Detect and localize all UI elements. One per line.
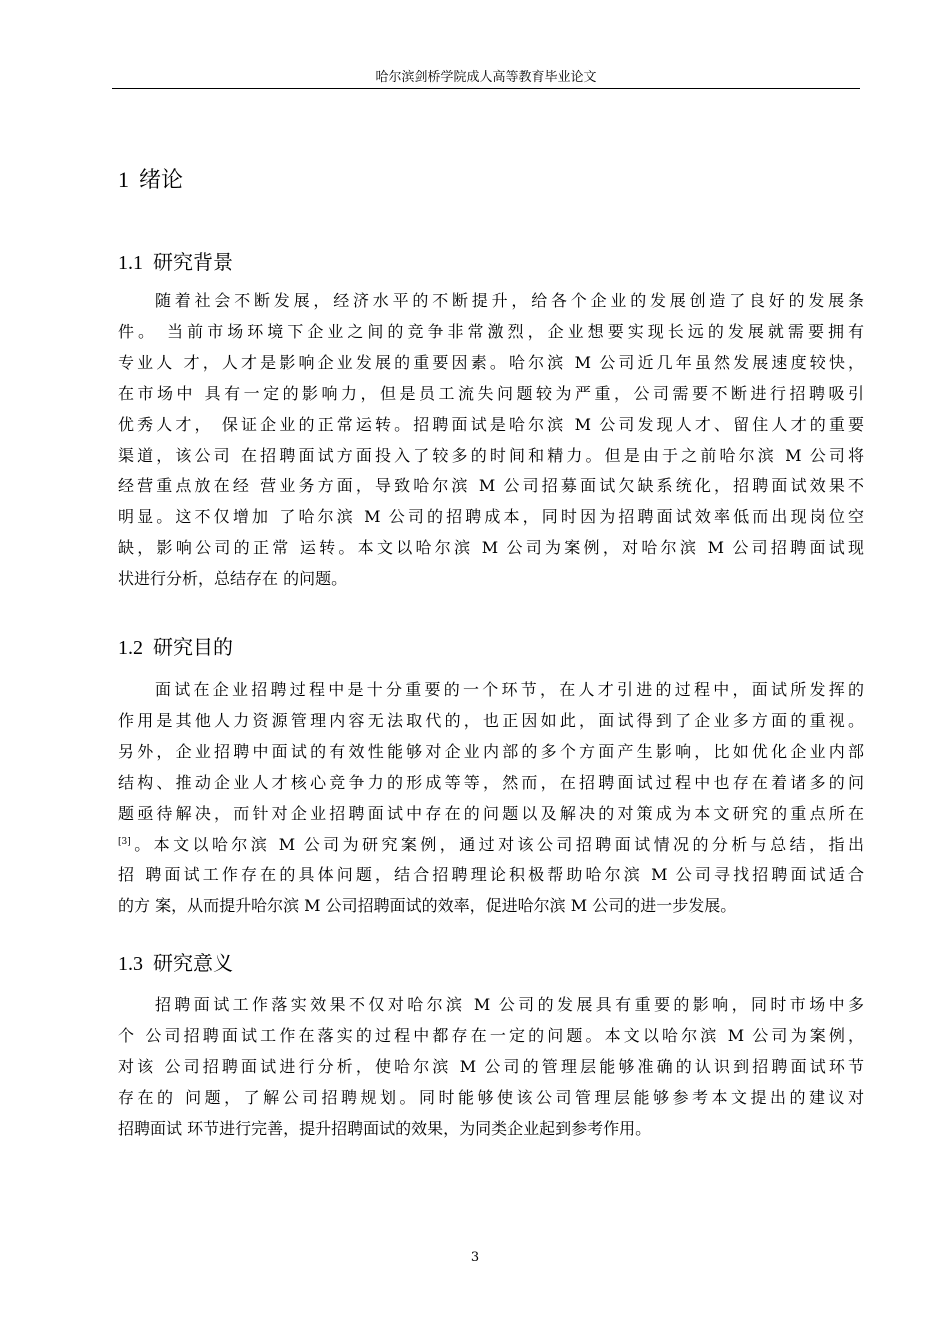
section-title: 研究背景 <box>153 250 233 274</box>
paragraph-line: 招 聘面试工作存在的具体问题，结合招聘理论积极帮助哈尔滨 M 公司寻找招聘面试适合 <box>118 865 864 885</box>
paragraph-line: 题亟待解决，而针对企业招聘面试中存在的问题以及解决的对策成为本文研究的重点所在 <box>118 803 864 823</box>
paragraph-line-text: 。本文以哈尔滨 M 公司为研究案例，通过对该公司招聘面试情况的分析与总结，指出 <box>130 834 864 854</box>
paragraph-line: 缺，影响公司的正常 运转。本文以哈尔滨 M 公司为案例，对哈尔滨 M 公司招聘面试现 <box>118 538 864 558</box>
paragraph-line: 的方 案，从而提升哈尔滨 M 公司招聘面试的效率，促进哈尔滨 M 公司的进一步发展。 <box>118 896 737 916</box>
section-number: 1.1 <box>118 252 143 274</box>
section-number: 1.2 <box>118 637 143 659</box>
running-header: 哈尔滨剑桥学院成人高等教育毕业论文 <box>375 70 597 85</box>
section-1-1-paragraph <box>118 286 864 595</box>
paragraph-line: 状进行分析，总结存在 的问题。 <box>118 569 348 589</box>
paragraph-line: 优秀人才， 保证企业的正常运转。招聘面试是哈尔滨 M 公司发现人才、留住人才的重要 <box>118 414 864 434</box>
citation-ref: [3] <box>118 836 131 847</box>
paragraph-line: 招聘面试工作落实效果不仅对哈尔滨 M 公司的发展具有重要的影响，同时市场中多 <box>155 995 864 1014</box>
section-title: 研究意义 <box>153 951 233 975</box>
paragraph-line: 作用是其他人力资源管理内容无法取代的，也正因如此，面试得到了企业多方面的重视。 <box>118 710 864 730</box>
chapter-heading <box>118 165 183 196</box>
paragraph-line: 随着社会不断发展，经济水平的不断提升，给各个企业的发展创造了良好的发展条 <box>155 291 864 310</box>
page-number: 3 <box>470 1250 480 1265</box>
paragraph-line: 存在的 问题，了解公司招聘规划。同时能够使该公司管理层能够参考本文提出的建议对 <box>118 1087 864 1107</box>
chapter-title: 绪论 <box>139 168 184 193</box>
paragraph-line <box>118 830 864 861</box>
section-title: 研究目的 <box>153 635 233 659</box>
paragraph-line: 结构、推动企业人才核心竞争力的形成等等，然而，在招聘面试过程中也存在着诸多的问 <box>118 772 864 792</box>
section-heading-1-2 <box>118 633 233 662</box>
chapter-number: 1 <box>118 167 129 192</box>
section-number: 1.3 <box>118 953 143 975</box>
paragraph-line: 件。 当前市场环境下企业之间的竞争非常激烈，企业想要实现长远的发展就需要拥有 <box>118 321 864 341</box>
section-1-3-paragraph <box>118 990 864 1145</box>
paragraph-line: 在市场中 具有一定的影响力，但是员工流失问题较为严重，公司需要不断进行招聘吸引 <box>118 383 864 403</box>
section-heading-1-3 <box>118 949 233 978</box>
paragraph-line: 对该 公司招聘面试进行分析，使哈尔滨 M 公司的管理层能够准确的认识到招聘面试环节 <box>118 1056 864 1076</box>
paragraph-line: 另外，企业招聘中面试的有效性能够对企业内部的多个方面产生影响，比如优化企业内部 <box>118 741 864 761</box>
header-rule <box>112 88 860 89</box>
paragraph-line: 经营重点放在经 营业务方面，导致哈尔滨 M 公司招募面试欠缺系统化，招聘面试效果不 <box>118 476 864 496</box>
section-heading-1-1 <box>118 248 233 277</box>
paragraph-line: 个 公司招聘面试工作在落实的过程中都存在一定的问题。本文以哈尔滨 M 公司为案例， <box>118 1025 864 1045</box>
paragraph-line: 专业人 才，人才是影响企业发展的重要因素。哈尔滨 M 公司近几年虽然发展速度较快， <box>118 352 864 372</box>
section-1-2-paragraph <box>118 675 864 922</box>
paragraph-line: 明显。这不仅增加 了哈尔滨 M 公司的招聘成本，同时因为招聘面试效率低而出现岗位空 <box>118 507 864 527</box>
paragraph-line: 渠道，该公司 在招聘面试方面投入了较多的时间和精力。但是由于之前哈尔滨 M 公司将 <box>118 445 864 465</box>
paragraph-line: 面试在企业招聘过程中是十分重要的一个环节，在人才引进的过程中，面试所发挥的 <box>155 680 864 699</box>
paragraph-line: 招聘面试 环节进行完善，提升招聘面试的效果，为同类企业起到参考作用。 <box>118 1118 652 1138</box>
